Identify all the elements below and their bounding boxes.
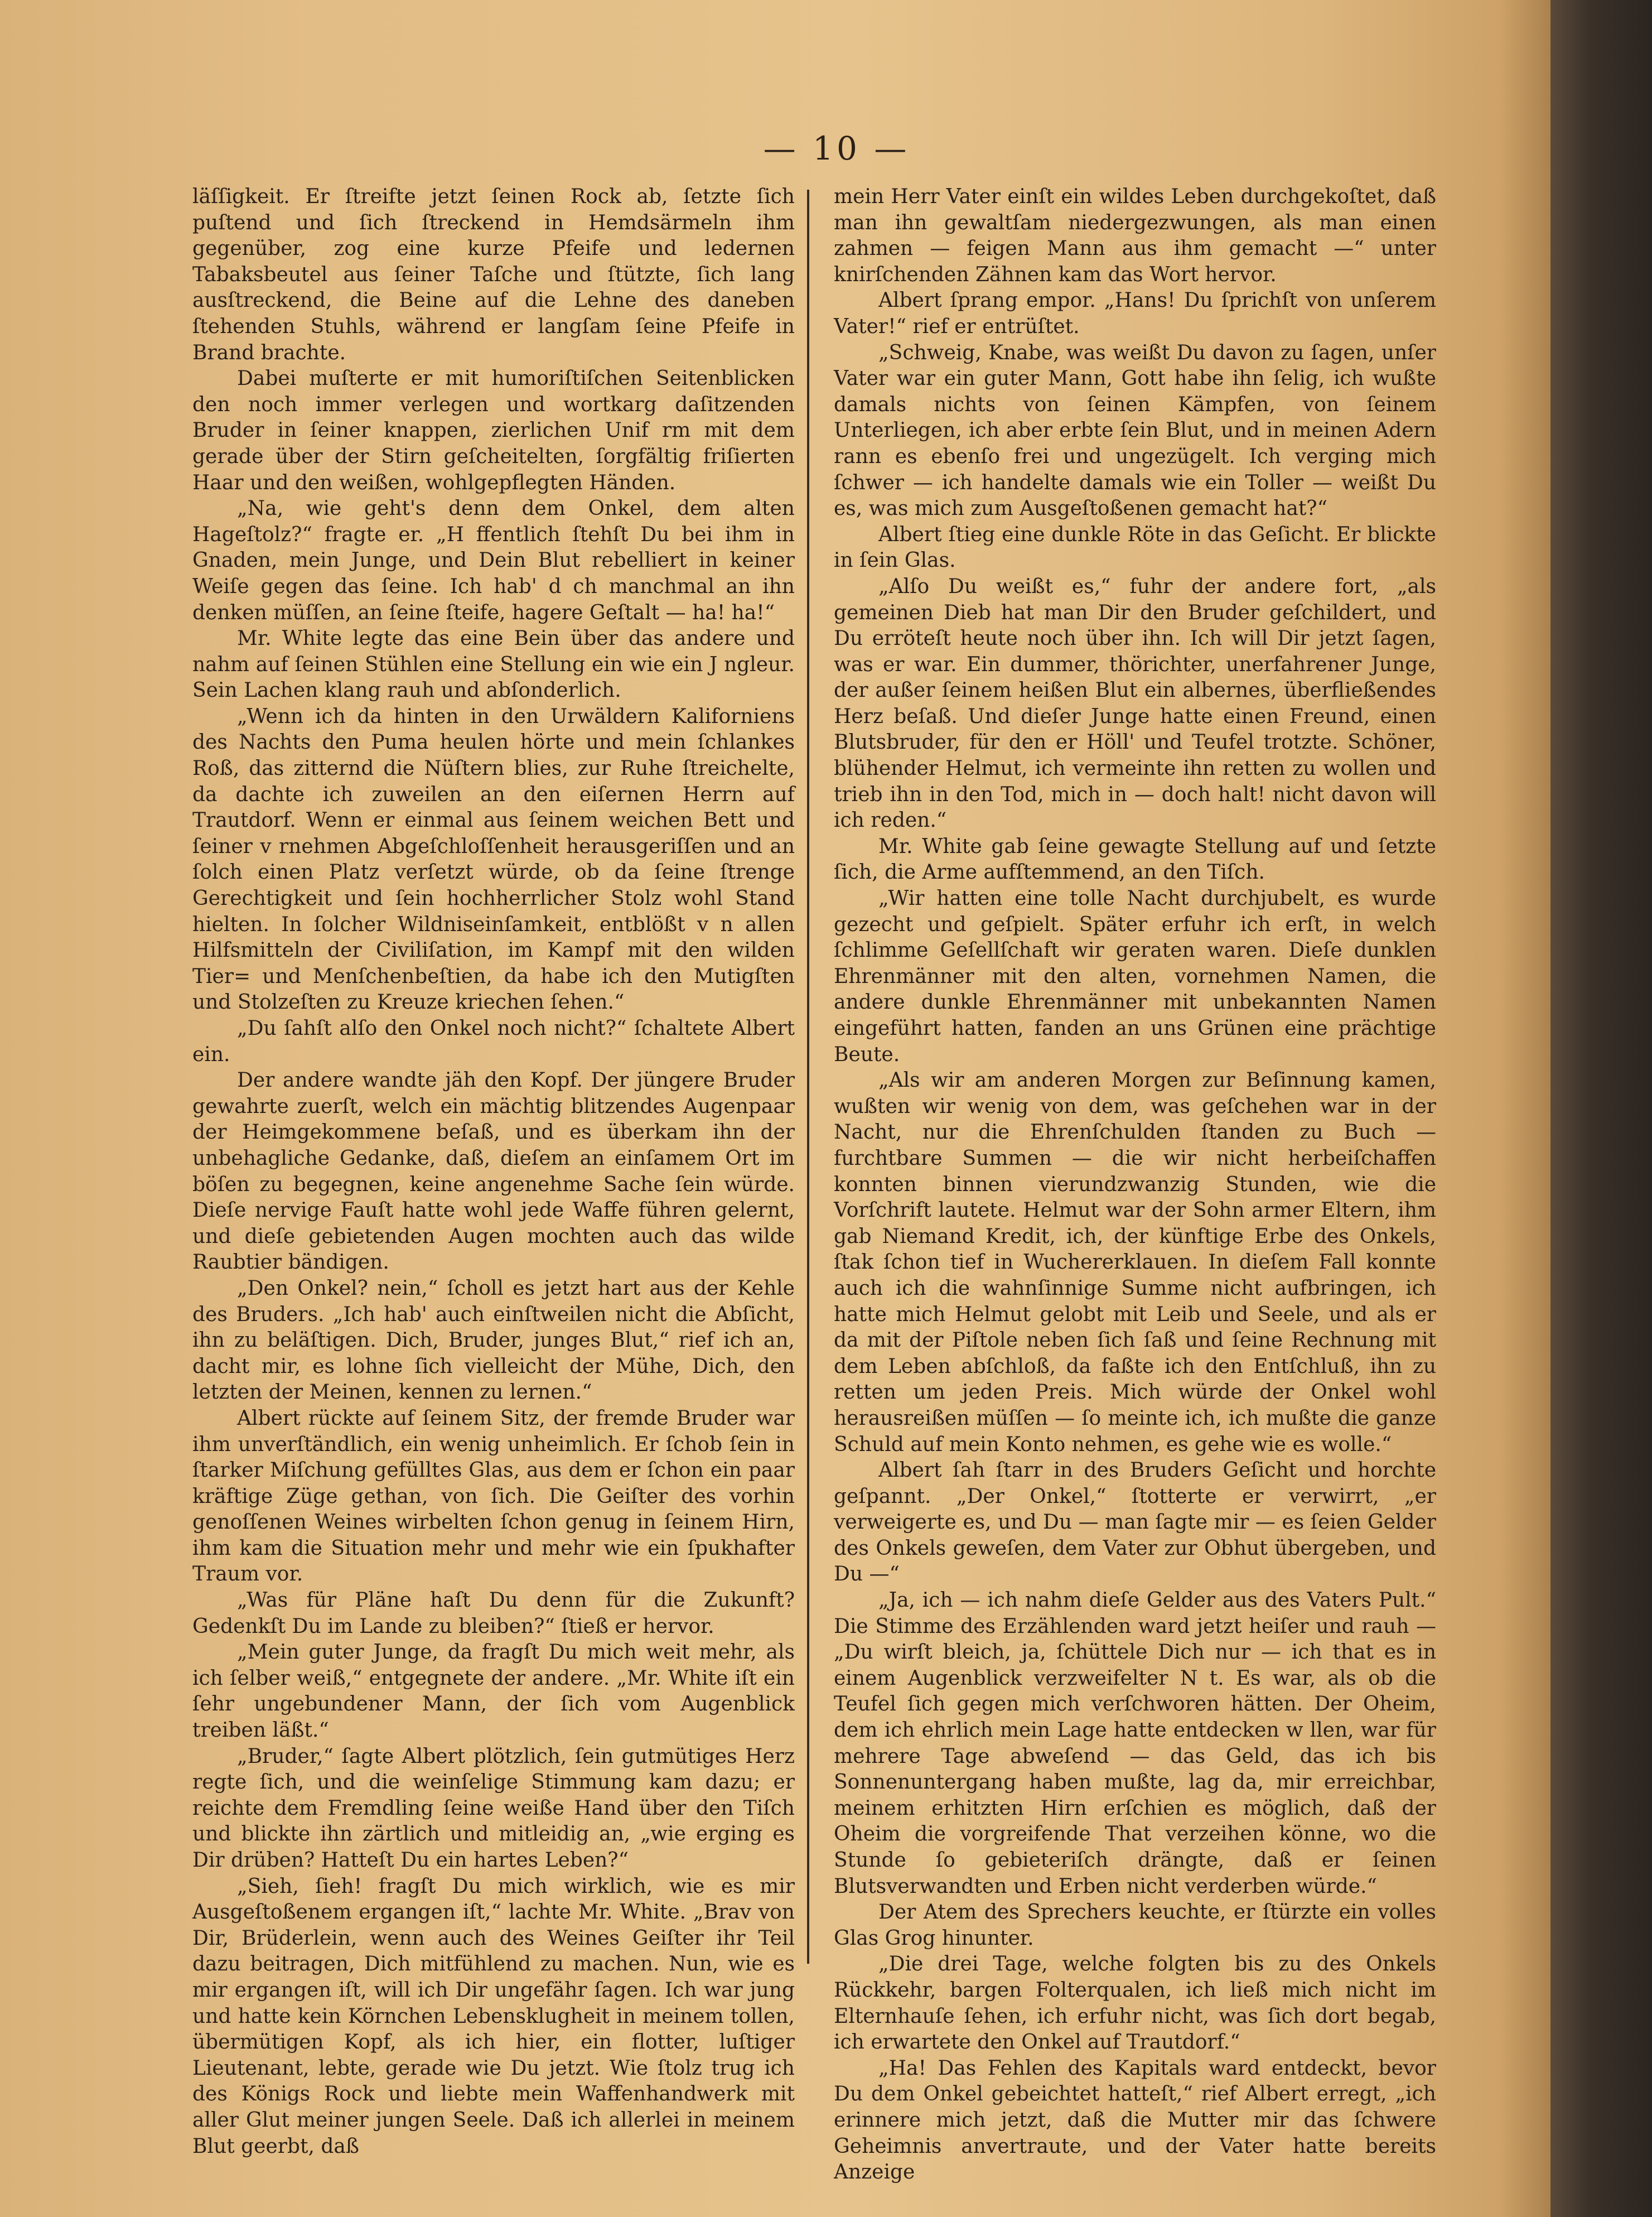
right-column <box>834 184 1436 2184</box>
background-board <box>1550 0 1652 2217</box>
paragraph: „Schweig, Knabe, was weißt Du davon zu ſagen, unſer Vater war ein guter Mann, Gott habe ihn ſelig, ich wußte damals nichts von ſeinen Kämpfen, von ſeinem Unterliegen, ich aber erbte ſein Blut, und in meinen Adern rann es ebenſo frei und ungezügelt. Ich verging mich ſchwer — ich handelte damals wie ein Toller — weißt Du es, was mich zum Ausgeſtoßenen gemacht hat?“ <box>834 341 1436 520</box>
paragraph: Albert ſtieg eine dunkle Röte in das Geſicht. Er blickte in ſein Glas. <box>834 523 1436 572</box>
paragraph: Mr. White legte das eine Bein über das andere und nahm auf ſeinen Stühlen eine Stellung ein wie ein J ngleur. Sein Lachen klang rauh und abſonderlich. <box>192 627 795 702</box>
paragraph: „Bruder,“ ſagte Albert plötzlich, ſein gutmütiges Herz regte ſich, und die weinſelige Stimmung kam dazu; er reichte dem Fremdling ſeine weiße Hand über den Tiſch und blickte ihn zärtlich und mitleidig an, „wie erging es Dir drüben? Hatteſt Du ein hartes Leben?“ <box>192 1744 795 1872</box>
paragraph: Der Atem des Sprechers keuchte, er ſtürzte ein volles Glas Grog hinunter. <box>834 1901 1436 1950</box>
paragraph: Der andere wandte jäh den Kopf. Der jüngere Bruder gewahrte zuerſt, welch ein mächtig blitzendes Augenpaar der Heimgekommene beſaß, und es überkam ihn der unbehagliche Gedanke, daß, dieſem an einſamem Ort im böſen zu begegnen, keine angenehme Sache ſein würde. Dieſe nervige Fauſt hatte wohl jede Waffe führen gelernt, und dieſe gebietenden Augen mochten auch das wilde Raubtier bändigen. <box>192 1069 795 1274</box>
paragraph: Dabei muſterte er mit humoriſtiſchen Seitenblicken den noch immer verlegen und wortkarg daſitzenden Bruder in ſeiner knappen, zierlichen Unif rm mit dem gerade über der Stirn geſcheitelten, ſorgfältig friſierten Haar und den weißen, wohlgepflegten Händen. <box>192 367 795 494</box>
paragraph: läſſigkeit. Er ſtreifte jetzt ſeinen Rock ab, ſetzte ſich puſtend und ſich ſtreckend in Hemdsärmeln ihm gegenüber, zog eine kurze Pfeife und ledernen Tabaksbeutel aus ſeiner Taſche und ſtützte, ſich lang ausſtreckend, die Beine auf die Lehne des daneben ſtehenden Stuhls, während er langſam ſeine Pfeife in Brand brachte. <box>192 185 795 364</box>
paragraph: „Wenn ich da hinten in den Urwäldern Kaliforniens des Nachts den Puma heulen hörte und mein ſchlankes Roß, das zitternd die Nüſtern blies, zur Ruhe ſtreichelte, da dachte ich zuweilen an den eiſernen Herrn auf Trautdorf. Wenn er einmal aus ſeinem weichen Bett und ſeiner v rnehmen Abgeſchloſſenheit herausgeriſſen und an ſolch einen Platz verſetzt würde, ob da ſeine ſtrenge Gerechtigkeit und ſein hochherrlicher Stolz wohl Stand hielten. In ſolcher Wildniseinſamkeit, entblößt v n allen Hilfsmitteln der Civiliſation, im Kampf mit den wilden Tier= und Menſchenbeſtien, da habe ich den Mutigſten und Stolzeſten zu Kreuze kriechen ſehen.“ <box>192 705 795 1014</box>
paragraph: „Mein guter Junge, da fragſt Du mich weit mehr, als ich ſelber weiß,“ entgegnete der andere. „Mr. White iſt ein ſehr ungebundener Mann, der ſich vom Augenblick treiben läßt.“ <box>192 1641 795 1742</box>
paragraph: mein Herr Vater einſt ein wildes Leben durchgekoſtet, daß man ihn gewaltſam niedergezwungen, als man einen zahmen — feigen Mann aus ihm gemacht —“ unter knirſchenden Zähnen kam das Wort hervor. <box>834 185 1436 286</box>
paragraph: Albert rückte auf ſeinem Sitz, der fremde Bruder war ihm unverſtändlich, ein wenig unheimlich. Er ſchob ſein in ſtarker Miſchung gefülltes Glas, aus dem er ſchon ein paar kräftige Züge gethan, von ſich. Die Geiſter des vorhin genoſſenen Weines wirbelten ſchon genug in ſeinem Hirn, ihm kam die Situation mehr und mehr wie ein ſpukhafter Traum vor. <box>192 1406 795 1586</box>
paragraph: „Du ſahſt alſo den Onkel noch nicht?“ ſchaltete Albert ein. <box>192 1017 795 1066</box>
paragraph: „Was für Pläne haſt Du denn für die Zukunft? Gedenkſt Du im Lande zu bleiben?“ ſtieß er hervor. <box>192 1589 795 1638</box>
left-column <box>192 184 795 2158</box>
paragraph: „Wir hatten eine tolle Nacht durchjubelt, es wurde gezecht und geſpielt. Später erfuhr ich erſt, in welch ſchlimme Geſellſchaft wir geraten waren. Dieſe dunklen Ehrenmänner mit den alten, vornehmen Namen, die andere dunkle Ehrenmänner mit unbekannten Namen eingeführt hatten, fanden an uns Grünen eine prächtige Beute. <box>834 887 1436 1066</box>
page-edge-shadow <box>1500 0 1550 2217</box>
paragraph: „Alſo Du weißt es,“ fuhr der andere fort, „als gemeinen Dieb hat man Dir den Bruder geſchildert, und Du erröteſt heute noch über ihn. Ich will Dir jetzt ſagen, was er war. Ein dummer, thörichter, unerfahrener Junge, der außer ſeinem heißen Blut ein albernes, überfließendes Herz beſaß. Und dieſer Junge hatte einen Freund, einen Blutsbruder, für den er Höll' und Teufel trotzte. Schöner, blühender Helmut, ich vermeinte ihn retten zu wollen und trieb ihn in den Tod, mich in — doch halt! nicht davon will ich reden.“ <box>834 575 1436 832</box>
page-number: — 10 — <box>763 129 910 167</box>
column-divider <box>807 190 809 1964</box>
paragraph: „Die drei Tage, welche folgten bis zu des Onkels Rückkehr, bargen Folterqualen, ich ließ mich nicht im Elternhauſe ſehen, ich erfuhr nicht, was ſich dort begab, ich erwartete den Onkel auf Trautdorf.“ <box>834 1953 1436 2054</box>
paragraph: „Ha! Das Fehlen des Kapitals ward entdeckt, bevor Du dem Onkel gebeichtet hatteſt,“ rief Albert erregt, „ich erinnere mich jetzt, daß die Mutter mir das ſchwere Geheimnis anvertraute, und der Vater hatte bereits Anzeige <box>834 2056 1436 2184</box>
paragraph: Albert ſprang empor. „Hans! Du ſprichſt von unſerem Vater!“ rief er entrüſtet. <box>834 289 1436 338</box>
paragraph: „Na, wie geht's denn dem Onkel, dem alten Hageſtolz?“ fragte er. „H ffentlich ſtehſt Du bei ihm in Gnaden, mein Junge, und Dein Blut rebelliert in keiner Weiſe gegen das ſeine. Ich hab' d ch manchmal an ihn denken müſſen, an ſeine ſteife, hagere Geſtalt — ha! ha!“ <box>192 497 795 624</box>
paragraph: „Als wir am anderen Morgen zur Beſinnung kamen, wußten wir wenig von dem, was geſchehen war in der Nacht, nur die Ehrenſchulden ſtanden zu Buch — furchtbare Summen — die wir nicht herbeiſchaffen konnten binnen vierundzwanzig Stunden, wie die Vorſchrift lautete. Helmut war der Sohn armer Eltern, ihm gab Niemand Kredit, ich, der künftige Erbe des Onkels, ſtak ſchon tief in Wuchererklauen. In dieſem Fall konnte auch ich die wahnſinnige Summe nicht aufbringen, ich hatte mich Helmut gelobt mit Leib und Seele, und als er da mit der Piſtole neben ſich ſaß und ſeine Rechnung mit dem Leben abſchloß, da faßte ich den Entſchluß, ihn zu retten um jeden Preis. Mich würde der Onkel wohl herausreißen müſſen — ſo meinte ich, ich mußte die ganze Schuld auf mein Konto nehmen, es gehe wie es wolle.“ <box>834 1069 1436 1456</box>
paragraph: „Den Onkel? nein,“ ſcholl es jetzt hart aus der Kehle des Bruders. „Ich hab' auch einſtweilen nicht die Abſicht, ihn zu beläſtigen. Dich, Bruder, junges Blut,“ rief ich an, dacht mir, es lohne ſich vielleicht der Mühe, Dich, den letzten der Meinen, kennen zu lernen.“ <box>192 1276 795 1404</box>
paragraph: „Ja, ich — ich nahm dieſe Gelder aus des Vaters Pult.“ Die Stimme des Erzählenden ward jetzt heiſer und rauh — „Du wirſt bleich, ja, ſchüttele Dich nur — ich that es in einem Augenblick verzweifelter N t. Es war, als ob die Teufel ſich gegen mich verſchworen hätten. Der Oheim, dem ich ehrlich mein Lage hatte entdecken w llen, war für mehrere Tage abweſend — das Geld, das ich bis Sonnenuntergang haben mußte, lag da, mir erreichbar, meinem erhitzten Hirn erſchien es möglich, daß der Oheim die vorgreifende That verzeihen könne, wo die Stunde ſo gebieteriſch drängte, daß er ſeinen Blutsverwandten und Erben nicht verderben würde.“ <box>834 1589 1436 1898</box>
paragraph: Albert ſah ſtarr in des Bruders Geſicht und horchte geſpannt. „Der Onkel,“ ſtotterte er verwirrt, „er verweigerte es, und Du — man ſagte mir — es ſeien Gelder des Onkels geweſen, dem Vater zur Obhut übergeben, und Du —“ <box>834 1459 1436 1586</box>
paragraph: Mr. White gab ſeine gewagte Stellung auf und ſetzte ſich, die Arme aufſtemmend, an den Tiſch. <box>834 835 1436 884</box>
paragraph: „Sieh, ſieh! fragſt Du mich wirklich, wie es mir Ausgeſtoßenem ergangen iſt,“ lachte Mr. White. „Brav von Dir, Brüderlein, wenn auch des Weines Geiſter ihr Teil dazu beitragen, Dich mitfühlend zu machen. Nun, wie es mir ergangen iſt, will ich Dir ungefähr ſagen. Ich war jung und hatte kein Körnchen Lebensklugheit in meinem tollen, übermütigen Kopf, als ich hier, ein flotter, luſtiger Lieutenant, lebte, gerade wie Du jetzt. Wie ſtolz trug ich des Königs Rock und liebte mein Waffenhandwerk mit aller Glut meiner jungen Seele. Daß ich allerlei in meinem Blut geerbt, daß <box>192 1874 795 2158</box>
